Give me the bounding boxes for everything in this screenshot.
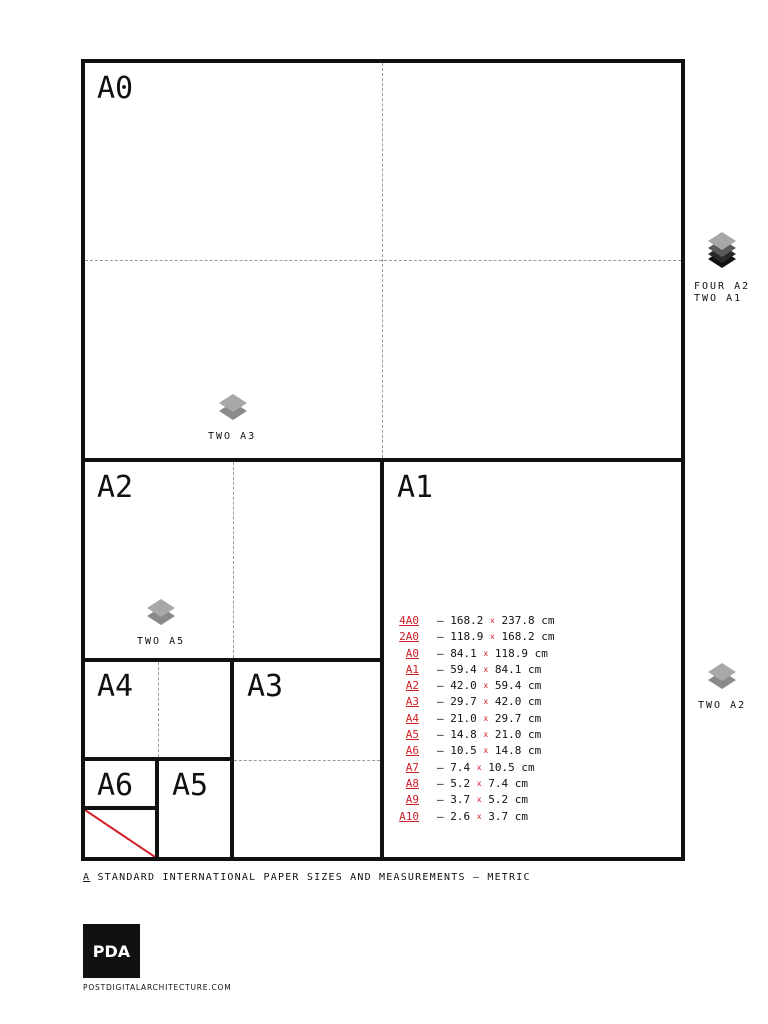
stack-label-two-a2: TWO A2 [698, 700, 747, 711]
caption-prefix: A [83, 872, 91, 883]
size-height: 14.8 [494, 744, 522, 758]
size-width: 7.4 [450, 760, 471, 774]
size-unit: cm [527, 679, 542, 693]
stack-label-two-a1: TWO A1 [694, 293, 743, 304]
size-dims [437, 760, 535, 776]
times-sign: x [490, 616, 495, 625]
size-width: 21.0 [450, 711, 477, 725]
a7-diagonal [85, 810, 155, 857]
size-height: 237.8 [501, 614, 535, 627]
size-dims [437, 694, 541, 710]
size-height: 7.4 [488, 776, 509, 790]
size-dash: — [437, 744, 444, 758]
size-height: 5.2 [488, 793, 509, 807]
size-width: 118.9 [450, 630, 484, 644]
caption [83, 872, 531, 883]
sheet-label-a0: A0 [97, 71, 134, 106]
times-sign: x [490, 632, 495, 642]
size-name[interactable]: A10 [399, 809, 419, 823]
size-dash: — [437, 630, 444, 644]
times-sign: x [476, 795, 482, 805]
size-row [393, 629, 554, 645]
size-height: 84.1 [494, 662, 522, 676]
size-row [393, 694, 554, 710]
size-row [393, 662, 554, 678]
sheet-label-a5: A5 [172, 768, 209, 803]
size-name[interactable]: 4A0 [399, 614, 419, 627]
size-dash: — [437, 695, 444, 709]
pda-logo: PDA [83, 924, 140, 978]
size-table [393, 613, 554, 825]
size-dims [437, 678, 541, 694]
site-url: POSTDIGITALARCHITECTURE.COM [83, 983, 232, 992]
size-unit: cm [514, 776, 528, 790]
times-sign: x [483, 681, 489, 691]
size-name[interactable]: A1 [405, 662, 419, 676]
stack-label-four-a2: FOUR A2 [694, 281, 751, 292]
size-dash: — [437, 809, 444, 823]
size-unit: cm [514, 809, 528, 823]
size-row [393, 613, 554, 629]
fold-line-a4-vertical [158, 662, 159, 757]
size-unit: cm [534, 646, 548, 660]
size-dash: — [437, 760, 444, 774]
size-width: 29.7 [450, 695, 477, 709]
size-width: 168.2 [450, 614, 484, 627]
size-row [393, 792, 554, 808]
stack-label-two-a5: TWO A5 [137, 636, 186, 647]
size-unit: cm [541, 614, 555, 627]
size-height: 118.9 [494, 646, 528, 660]
size-unit: cm [527, 695, 542, 709]
size-unit: cm [541, 630, 555, 644]
times-sign: x [483, 730, 489, 740]
size-name[interactable]: A2 [405, 679, 419, 693]
size-height: 3.7 [488, 809, 509, 823]
times-sign: x [476, 778, 482, 788]
sheet-label-a6: A6 [97, 768, 134, 803]
size-row [393, 646, 554, 662]
size-height: 168.2 [501, 630, 535, 644]
size-row [393, 711, 554, 727]
size-row [393, 760, 554, 776]
size-dash: — [437, 646, 444, 660]
sheet-label-a4: A4 [97, 669, 134, 704]
size-dims [437, 711, 541, 727]
size-dims [437, 727, 541, 743]
times-sign: x [476, 762, 482, 772]
size-height: 42.0 [494, 695, 522, 709]
size-row [393, 743, 554, 759]
times-sign: x [483, 664, 489, 674]
size-dims [437, 792, 528, 808]
size-dims [437, 629, 554, 645]
fold-line-a3-horizontal [234, 760, 380, 761]
size-dims [437, 662, 541, 678]
times-sign: x [476, 811, 482, 821]
size-height: 59.4 [494, 679, 522, 693]
size-name[interactable]: A4 [405, 711, 419, 725]
size-dash: — [437, 662, 444, 676]
size-dims [437, 646, 548, 662]
stack-two-icon [218, 392, 248, 424]
size-name[interactable]: A7 [405, 760, 419, 774]
size-width: 2.6 [450, 809, 471, 823]
size-width: 42.0 [450, 679, 477, 693]
size-name[interactable]: A5 [405, 728, 419, 742]
size-row [393, 776, 554, 792]
sheet-label-a3: A3 [247, 669, 284, 704]
stack-two-icon [707, 661, 737, 693]
size-row [393, 727, 554, 743]
fold-line-a2-vertical [233, 462, 234, 658]
size-row [393, 678, 554, 694]
size-dash: — [437, 728, 444, 742]
times-sign: x [483, 713, 489, 723]
times-sign: x [483, 746, 489, 756]
size-name[interactable]: A8 [405, 776, 419, 790]
size-height: 29.7 [494, 711, 522, 725]
size-dims [437, 809, 528, 825]
size-name[interactable]: A9 [405, 793, 419, 807]
sheet-label-a2: A2 [97, 470, 134, 505]
stack-four-icon [707, 230, 737, 276]
fold-line-a0-horizontal [85, 260, 681, 261]
size-dims [437, 743, 541, 759]
size-dash: — [437, 776, 444, 790]
size-unit: cm [521, 760, 535, 774]
size-name[interactable]: A3 [405, 695, 419, 709]
size-name[interactable]: A0 [405, 646, 419, 660]
size-width: 14.8 [450, 728, 477, 742]
size-width: 5.2 [450, 776, 471, 790]
size-name[interactable]: A6 [405, 744, 419, 758]
size-unit: cm [527, 662, 542, 676]
size-dims [437, 776, 528, 792]
size-dims [437, 613, 554, 629]
size-unit: cm [527, 744, 542, 758]
caption-text: STANDARD INTERNATIONAL PAPER SIZES AND MEASUREMENTS — METRIC [90, 872, 531, 883]
size-unit: cm [527, 711, 542, 725]
size-dash: — [437, 614, 444, 627]
size-name[interactable]: 2A0 [399, 630, 419, 644]
size-width: 10.5 [450, 744, 477, 758]
size-width: 3.7 [450, 793, 471, 807]
stack-two-icon [146, 597, 176, 629]
size-unit: cm [527, 728, 542, 742]
size-unit: cm [514, 793, 528, 807]
stack-label-two-a3: TWO A3 [208, 431, 257, 442]
size-dash: — [437, 793, 444, 807]
size-dash: — [437, 679, 444, 693]
size-width: 59.4 [450, 662, 477, 676]
size-height: 10.5 [488, 760, 515, 774]
size-dash: — [437, 711, 444, 725]
times-sign: x [483, 648, 489, 658]
outer-border-top [81, 59, 685, 63]
sheet-label-a1: A1 [397, 470, 434, 505]
size-row [393, 809, 554, 825]
size-height: 21.0 [494, 728, 522, 742]
times-sign: x [483, 697, 489, 707]
size-width: 84.1 [450, 646, 477, 660]
